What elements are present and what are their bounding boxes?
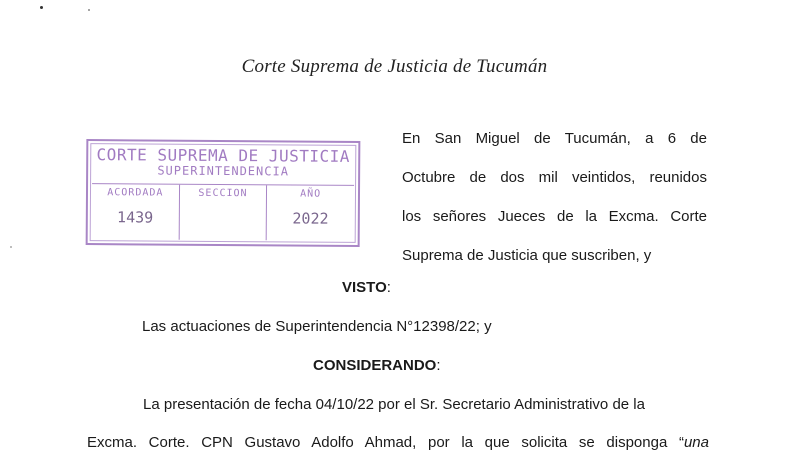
considerando-line-1: La presentación de fecha 04/10/22 por el Sr. Secretario Administrativo de la	[143, 396, 645, 413]
considerando-heading-text: CONSIDERANDO	[313, 357, 437, 374]
scan-speck	[88, 9, 90, 11]
stamp-value-seccion	[180, 209, 267, 210]
stamp-cell-seccion	[179, 185, 267, 241]
considerando-line-2	[87, 434, 709, 451]
scan-speck	[10, 246, 12, 248]
visto-heading-text: VISTO	[342, 279, 387, 296]
stamp-label-anio: AÑO	[300, 188, 322, 200]
visto-heading	[342, 279, 391, 296]
stamp-cell-anio	[267, 185, 354, 241]
stamp-label-acordada: ACORDADA	[107, 187, 164, 199]
visto-heading-colon: :	[386, 279, 391, 296]
stamp-label-seccion: SECCION	[198, 187, 248, 200]
considerando-line-2-text: Excma. Corte. CPN Gustavo Adolfo Ahmad, por la que solicita se disponga “	[87, 434, 684, 451]
stamp-cell-acordada	[92, 184, 180, 240]
considerando-line-2-italic: una	[683, 434, 709, 451]
stamp-value-anio: 2022	[292, 209, 329, 228]
considerando-heading-colon: :	[436, 357, 441, 374]
considerando-heading	[313, 357, 441, 374]
stamp-department: SUPERINTENDENCIA	[157, 163, 289, 179]
stamp-value-acordada: 1439	[117, 208, 154, 227]
stamp-organization: CORTE SUPREMA DE JUSTICIA	[96, 145, 350, 166]
scan-speck	[40, 6, 43, 9]
visto-text: Las actuaciones de Superintendencia N°12398/22; y	[142, 318, 492, 335]
intro-line: los señores Jueces de la Excma. Corte	[402, 208, 707, 225]
intro-line: En San Miguel de Tucumán, a 6 de	[402, 130, 707, 147]
intro-line: Suprema de Justicia que suscriben, y	[402, 247, 652, 264]
superintendencia-stamp	[86, 139, 361, 247]
intro-paragraph	[402, 119, 707, 275]
court-letterhead-title: Corte Suprema de Justicia de Tucumán	[241, 56, 548, 77]
intro-line: Octubre de dos mil veintidos, reunidos	[402, 169, 707, 186]
stamp-grid	[92, 183, 354, 241]
